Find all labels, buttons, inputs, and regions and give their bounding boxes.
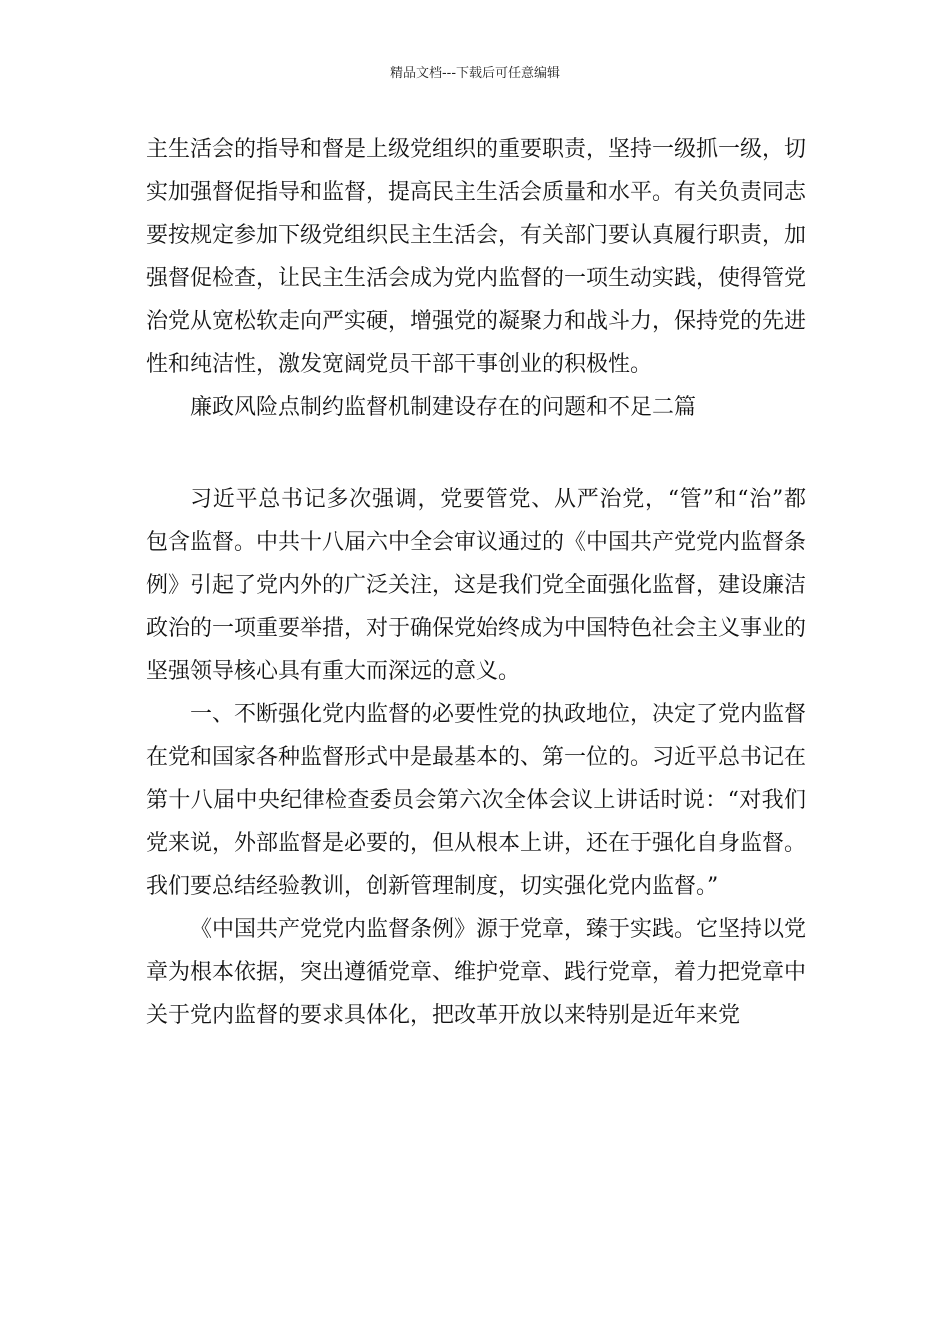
page-header: 精品文档---下载后可任意编辑 xyxy=(389,66,561,81)
blank-gap xyxy=(146,429,806,478)
document-body xyxy=(146,128,806,1037)
paragraph-section-one: 一、不断强化党内监督的必要性党的执政地位，决定了党内监督在党和国家各种监督形式中是最基本的、第一位的。习近平总书记在第十八届中央纪律检查委员会第六次全体会议上讲话时说：“对我们党来说，外部监督是必要的，但从根本上讲，还在于强化自身监督。我们要总结经验教训，创新管理制度，切实强化党内监督。” xyxy=(146,702,807,899)
paragraph-continued: 主生活会的指导和督是上级党组织的重要职责，坚持一级抓一级，切实加强督促指导和监督，提高民主生活会质量和水平。有关负责同志要按规定参加下级党组织民主生活会，有关部门要认真履行职责，加强督促检查，让民主生活会成为党内监督的一项生动实践，使得管党治党从宽松软走向严实硬，增强党的凝聚力和战斗力，保持党的先进性和纯洁性，激发宽阔党员干部干事创业的积极性。 xyxy=(146,137,807,377)
paragraph-intro: 习近平总书记多次强调，党要管党、从严治党，“管”和“治”都包含监督。中共十八届六中全会审议通过的《中国共产党党内监督条例》引起了党内外的广泛关注，这是我们党全面强化监督，建设廉洁政治的一项重要举措，对于确保党始终成为中国特色社会主义事业的坚强领导核心具有重大而深远的意义。 xyxy=(146,487,807,684)
paragraph-regulation: 《中国共产党党内监督条例》源于党章，臻于实践。它坚持以党章为根本依据，突出遵循党章、维护党章、践行党章，着力把党章中关于党内监督的要求具体化，把改革开放以来特别是近年来党 xyxy=(146,917,807,1028)
section-title: 廉政风险点制约监督机制建设存在的问题和不足二篇 xyxy=(190,395,697,420)
